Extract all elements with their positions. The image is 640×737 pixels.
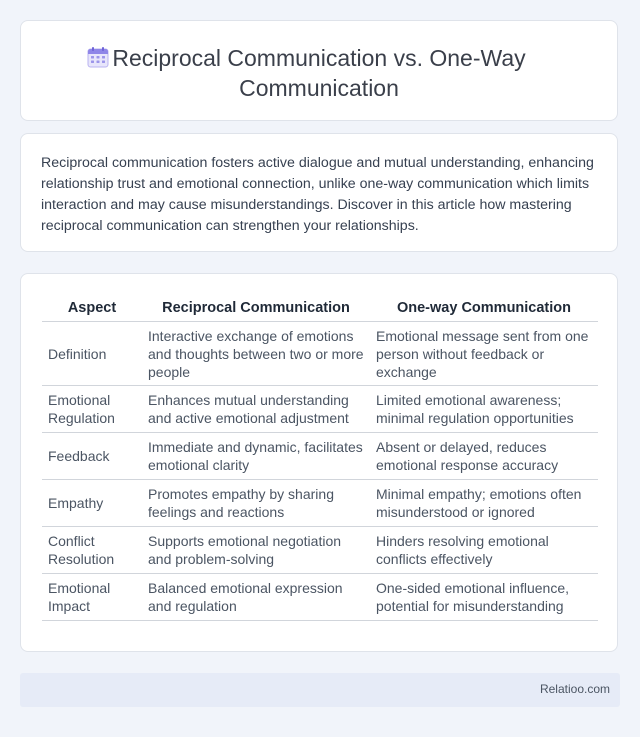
reciprocal-cell: Enhances mutual understanding and active emotional adjustment bbox=[142, 386, 370, 433]
reciprocal-cell: Supports emotional negotiation and problem-solving bbox=[142, 527, 370, 574]
header-aspect: Aspect bbox=[42, 294, 142, 322]
one-way-cell: Limited emotional awareness; minimal regulation opportunities bbox=[370, 386, 598, 433]
aspect-cell: Definition bbox=[42, 322, 142, 386]
page-title bbox=[21, 43, 617, 103]
table-row bbox=[42, 322, 598, 386]
table-row bbox=[42, 527, 598, 574]
header-reciprocal: Reciprocal Communication bbox=[142, 294, 370, 322]
aspect-cell: Feedback bbox=[42, 433, 142, 480]
one-way-cell: Emotional message sent from one person without feedback or exchange bbox=[370, 322, 598, 386]
aspect-cell: Empathy bbox=[42, 480, 142, 527]
title-card bbox=[20, 20, 618, 121]
aspect-cell: Emotional Regulation bbox=[42, 386, 142, 433]
one-way-cell: Absent or delayed, reduces emotional response accuracy bbox=[370, 433, 598, 480]
table-row bbox=[42, 433, 598, 480]
header-one-way: One-way Communication bbox=[370, 294, 598, 322]
aspect-cell: Emotional Impact bbox=[42, 574, 142, 621]
reciprocal-cell: Immediate and dynamic, facilitates emotional clarity bbox=[142, 433, 370, 480]
one-way-cell: One-sided emotional influence, potential for misunderstanding bbox=[370, 574, 598, 621]
one-way-cell: Minimal empathy; emotions often misunderstood or ignored bbox=[370, 480, 598, 527]
reciprocal-cell: Promotes empathy by sharing feelings and reactions bbox=[142, 480, 370, 527]
footer-bar bbox=[20, 673, 620, 707]
aspect-cell: Conflict Resolution bbox=[42, 527, 142, 574]
intro-paragraph: Reciprocal communication fosters active dialogue and mutual understanding, enhancing relationship trust and emotional connection, unlike one-way communication which limits interaction and may cause misunderstandings. Discover in this article how mastering reciprocal communication can strengthen your relationships. bbox=[41, 155, 594, 234]
reciprocal-cell: Interactive exchange of emotions and thoughts between two or more people bbox=[142, 322, 370, 386]
reciprocal-cell: Balanced emotional expression and regulation bbox=[142, 574, 370, 621]
comparison-card bbox=[20, 273, 618, 652]
page-title-line-1: Reciprocal Communication vs. One-Way bbox=[112, 45, 526, 71]
intro-card bbox=[20, 133, 618, 252]
table-row bbox=[42, 480, 598, 527]
table-row bbox=[42, 574, 598, 621]
table-header-row bbox=[42, 294, 598, 322]
one-way-cell: Hinders resolving emotional conflicts effectively bbox=[370, 527, 598, 574]
table-row bbox=[42, 386, 598, 433]
page-title-line-2: Communication bbox=[239, 75, 399, 101]
comparison-table bbox=[42, 294, 598, 621]
footer-brand[interactable]: Relatioo.com bbox=[539, 682, 610, 696]
